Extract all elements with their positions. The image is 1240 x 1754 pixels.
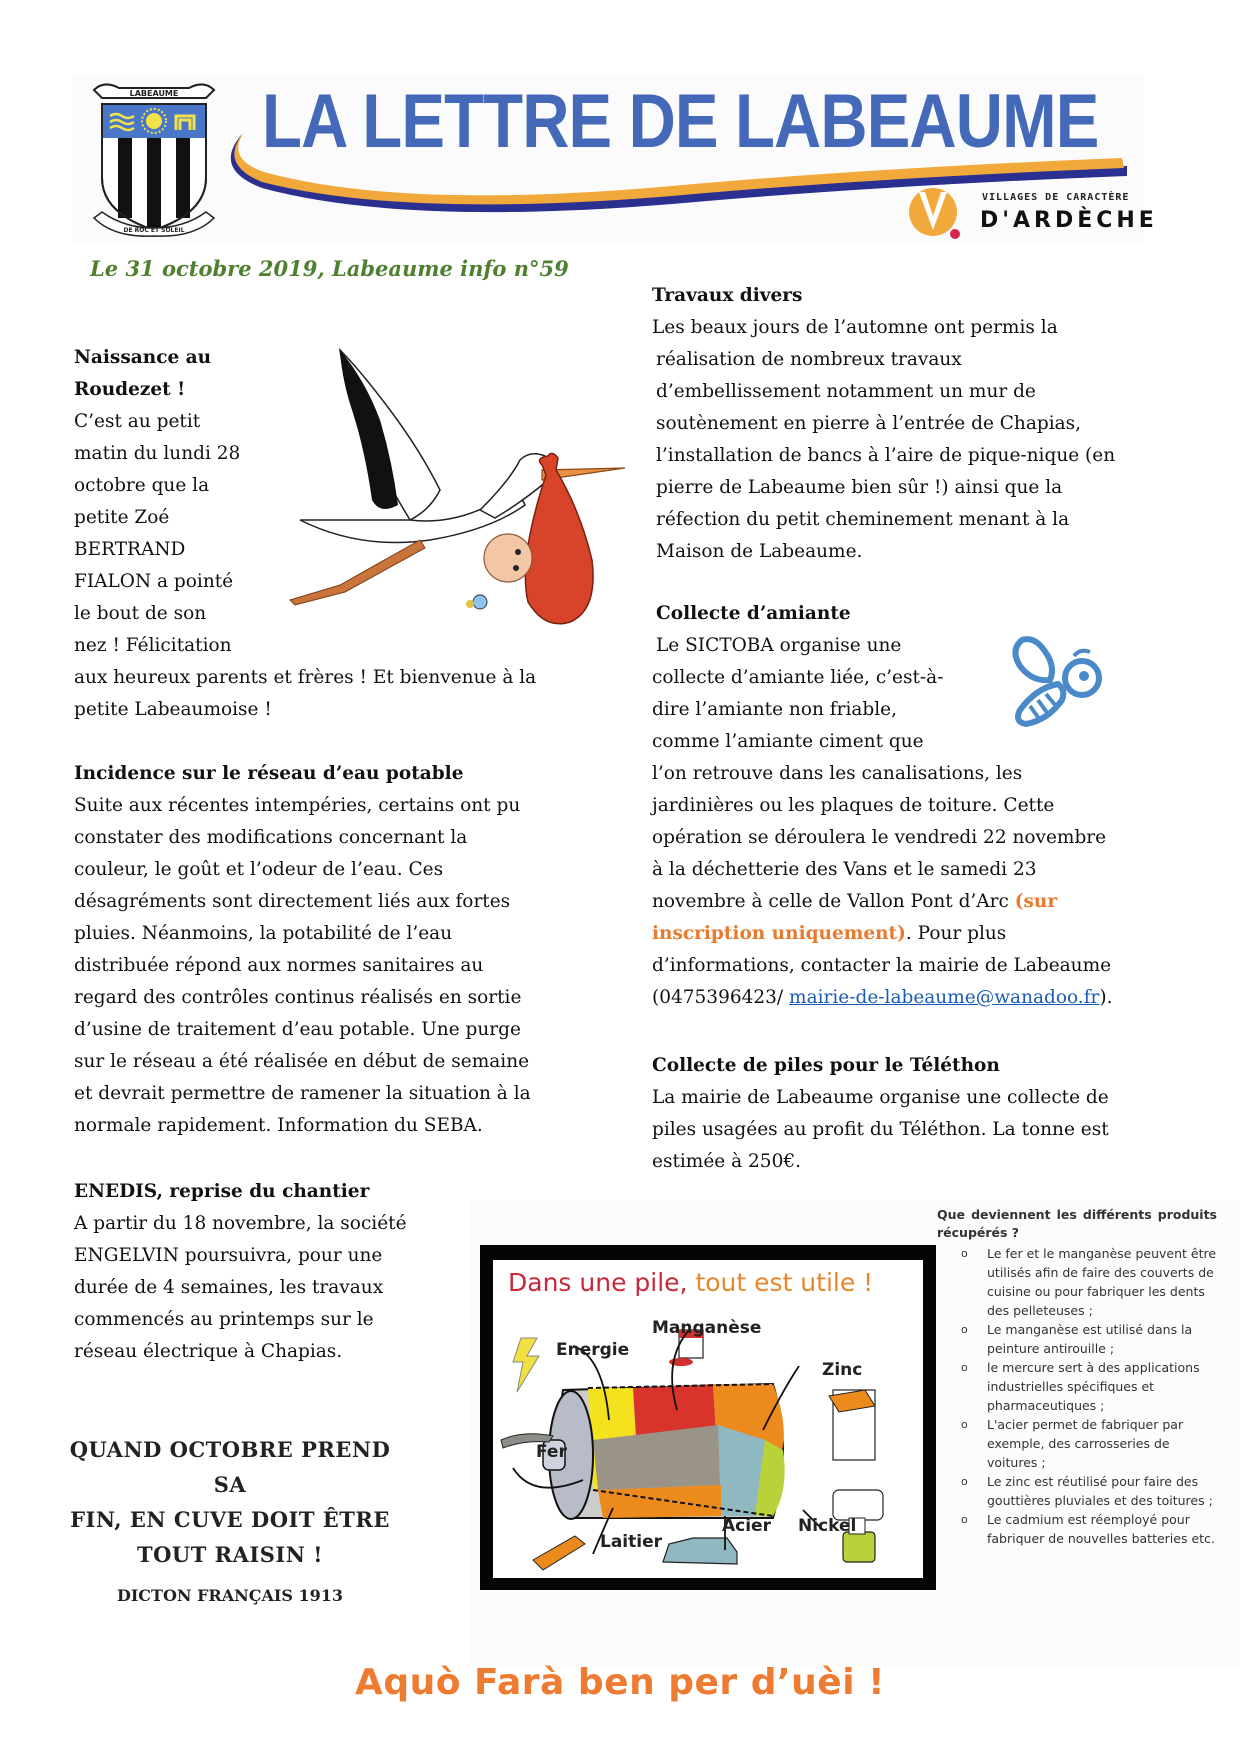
body-line: comme l’amiante ciment que — [652, 731, 924, 752]
article-batteries-body — [652, 1082, 1222, 1178]
recycling-uses-box — [937, 1206, 1217, 1548]
phone-number: (0475396423/ — [652, 987, 790, 1008]
body-line: collecte d’amiante liée, c’est-à- — [652, 667, 944, 688]
label-laitier: Laitier — [600, 1532, 662, 1552]
bullet-icon: o — [961, 1475, 968, 1488]
list-item — [937, 1320, 1217, 1358]
partner-label-big: D'ARDÈCHE — [980, 208, 1158, 233]
body-line: regard des contrôles continus réalisés en sortie — [74, 987, 522, 1008]
body-line: pierre de Labeaume bien sûr !) ainsi que la — [656, 477, 1063, 498]
body-line: d’informations, contacter la mairie de Labeaume — [652, 955, 1112, 976]
proverb-quote — [60, 1432, 400, 1572]
body-line: à la déchetterie des Vans et le samedi 23 — [652, 859, 1037, 880]
body-line: réalisation de nombreux travaux — [656, 349, 962, 370]
body-line: A partir du 18 novembre, la société — [74, 1213, 407, 1234]
article-works — [652, 280, 1212, 568]
body-line: normale rapidement. Information du SEBA. — [74, 1115, 483, 1136]
recycling-question: Que deviennent les différents produits récupérés ? — [937, 1207, 1217, 1240]
body-line: nez ! Félicitation — [74, 635, 232, 656]
body-line: ENGELVIN poursuivra, pour une — [74, 1245, 383, 1266]
body-line: distribuée répond aux normes sanitaires au — [74, 955, 484, 976]
car-icon — [663, 1538, 737, 1564]
body-line: et devrait permettre de ramener la situation à la — [74, 1083, 531, 1104]
body-line: jardinières ou les plaques de toiture. Cette — [652, 795, 1055, 816]
article-asbestos-title: Collecte d’amiante — [656, 603, 851, 624]
title-part-2: tout est utile ! — [695, 1268, 874, 1297]
list-item — [937, 1244, 1217, 1320]
body-line — [652, 982, 1222, 1014]
article-works-body — [652, 312, 1212, 568]
bullet-icon: o — [961, 1418, 968, 1431]
issue-dateline: Le 31 octobre 2019, Labeaume info n°59 — [90, 256, 569, 281]
article-asbestos-body — [652, 630, 1222, 1014]
article-works-title: Travaux divers — [652, 285, 803, 306]
list-item-text: L'acier permet de fabriquer par exemple, des carrosseries de voitures ; — [987, 1417, 1184, 1470]
body-line: l’installation de bancs à l’aire de pique-nique (en — [656, 445, 1116, 466]
list-item-text: Le fer et le manganèse peuvent être utilisés afin de faire des couverts de cuisine ou pour fabriquer les dents des pelleteuses ; — [987, 1246, 1217, 1318]
crest-bottom-text: DE ROC ET SOLEIL — [123, 227, 185, 234]
body-line: petite Labeaumoise ! — [74, 699, 272, 720]
body-line: durée de 4 semaines, les travaux — [74, 1277, 384, 1298]
partner-label-small: VILLAGES DE CARACTÈRE — [982, 192, 1130, 203]
slag-plate-icon — [533, 1536, 585, 1570]
list-item-text: Le manganèse est utilisé dans la peinture antirouille ; — [987, 1322, 1193, 1356]
line-text: ). — [1099, 987, 1113, 1008]
body-line: aux heureux parents et frères ! Et bienvenue à la — [74, 667, 537, 688]
title-part-1: Dans une pile, — [508, 1268, 696, 1297]
article-enedis-title: ENEDIS, reprise du chantier — [74, 1181, 370, 1202]
body-line: soutènement en pierre à l’entrée de Chapias, — [656, 413, 1082, 434]
body-line: Maison de Labeaume. — [656, 541, 863, 562]
body-line: d’embellissement notamment un mur de — [656, 381, 1036, 402]
article-batteries — [652, 1050, 1222, 1178]
bullet-icon: o — [961, 1247, 968, 1260]
body-line: réseau électrique à Chapias. — [74, 1341, 343, 1362]
body-line: La mairie de Labeaume organise une collecte de — [652, 1087, 1109, 1108]
proverb-line: FIN, EN CUVE DOIT ÊTRE — [70, 1507, 390, 1532]
email-link[interactable]: mairie-de-labeaume@wanadoo.fr — [789, 987, 1100, 1008]
list-item — [937, 1510, 1217, 1548]
registration-note: (sur — [1014, 891, 1058, 912]
body-line: Suite aux récentes intempéries, certains ont pu — [74, 795, 521, 816]
footer-motto: Aquò Farà ben per d’uèi ! — [355, 1662, 885, 1703]
battery-body-icon — [543, 1384, 785, 1519]
labeaume-crest-icon — [84, 78, 224, 238]
body-line: l’on retrouve dans les canalisations, les — [652, 763, 1023, 784]
bullet-icon: o — [961, 1361, 968, 1374]
stork-baby-illustration — [280, 340, 650, 660]
body-line — [652, 886, 1222, 918]
body-line: constater des modifications concernant la — [74, 827, 468, 848]
body-line: matin du lundi 28 — [74, 443, 241, 464]
list-item-text: Le zinc est réutilisé pour faire des gouttières pluviales et des toitures ; — [987, 1474, 1213, 1508]
article-batteries-title: Collecte de piles pour le Téléthon — [652, 1055, 1000, 1076]
body-line: le bout de son — [74, 603, 207, 624]
body-line: d’usine de traitement d’eau potable. Une purge — [74, 1019, 521, 1040]
newsletter-title: LA LETTRE DE LABEAUME — [262, 79, 1099, 164]
body-line: octobre que la — [74, 475, 210, 496]
body-line: commencés au printemps sur le — [74, 1309, 374, 1330]
body-line: estimée à 250€. — [652, 1151, 801, 1172]
body-line: dire l’amiante non friable, — [652, 699, 897, 720]
line-text: . Pour plus — [905, 923, 1007, 944]
list-item — [937, 1472, 1217, 1510]
body-line: FIALON a pointé — [74, 571, 234, 592]
body-line: sur le réseau a été réalisée en début de semaine — [74, 1051, 530, 1072]
body-line: petite Zoé — [74, 507, 170, 528]
body-line: Les beaux jours de l’automne ont permis la — [652, 317, 1058, 338]
proverb-line: QUAND OCTOBRE PREND SA — [69, 1437, 391, 1497]
body-line: opération se déroulera le vendredi 22 novembre — [652, 827, 1107, 848]
battery-infographic-title — [508, 1268, 873, 1297]
bullet-icon: o — [961, 1323, 968, 1336]
label-energie: Energie — [556, 1340, 630, 1360]
recycling-uses-list — [937, 1244, 1217, 1548]
body-line: réfection du petit cheminement menant à la — [656, 509, 1070, 530]
line-text: novembre à celle de Vallon Pont d’Arc — [652, 891, 1015, 912]
bullet-icon: o — [961, 1513, 968, 1526]
proverb-source: DICTON FRANÇAIS 1913 — [116, 1586, 344, 1605]
body-line — [652, 918, 1222, 950]
label-zinc: Zinc — [822, 1360, 863, 1380]
label-acier: Acier — [722, 1516, 771, 1536]
list-item — [937, 1415, 1217, 1472]
crest-top-text: LABEAUME — [129, 89, 179, 98]
label-fer: Fer — [536, 1442, 567, 1462]
body-line: pluies. Néanmoins, la potabilité de l’eau — [74, 923, 453, 944]
body-line: BERTRAND — [74, 539, 186, 560]
sictoba-bee-logo-icon — [1000, 630, 1120, 740]
body-line: piles usagées au profit du Téléthon. La tonne est — [652, 1119, 1109, 1140]
list-item-text: le mercure sert à des applications industrielles spécifiques et pharmaceutiques ; — [987, 1360, 1200, 1413]
body-line: C’est au petit — [74, 411, 201, 432]
article-asbestos — [652, 598, 1222, 1014]
lightning-icon — [513, 1338, 539, 1392]
article-enedis-body — [74, 1208, 474, 1368]
villages-de-caractere-logo-icon — [905, 186, 965, 242]
body-line: couleur, le goût et l’odeur de l’eau. Ces — [74, 859, 444, 880]
proverb-line: TOUT RAISIN ! — [137, 1542, 323, 1567]
building-icon — [829, 1390, 875, 1460]
list-item-text: Le cadmium est réemployé pour fabriquer de nouvelles batteries etc. — [987, 1512, 1215, 1546]
label-nickel: Nickel — [798, 1516, 857, 1536]
registration-note: inscription uniquement) — [652, 923, 906, 944]
title-line: Naissance au — [74, 347, 212, 368]
list-item — [937, 1358, 1217, 1415]
body-line: désagréments sont directement liés aux fortes — [74, 891, 511, 912]
body-line: Le SICTOBA organise une — [656, 635, 902, 656]
article-water — [74, 758, 634, 1142]
article-enedis — [74, 1176, 474, 1368]
article-water-title: Incidence sur le réseau d’eau potable — [74, 763, 464, 784]
article-water-body — [74, 790, 634, 1142]
label-manganese: Manganèse — [652, 1318, 762, 1338]
title-line: Roudezet ! — [74, 379, 186, 400]
